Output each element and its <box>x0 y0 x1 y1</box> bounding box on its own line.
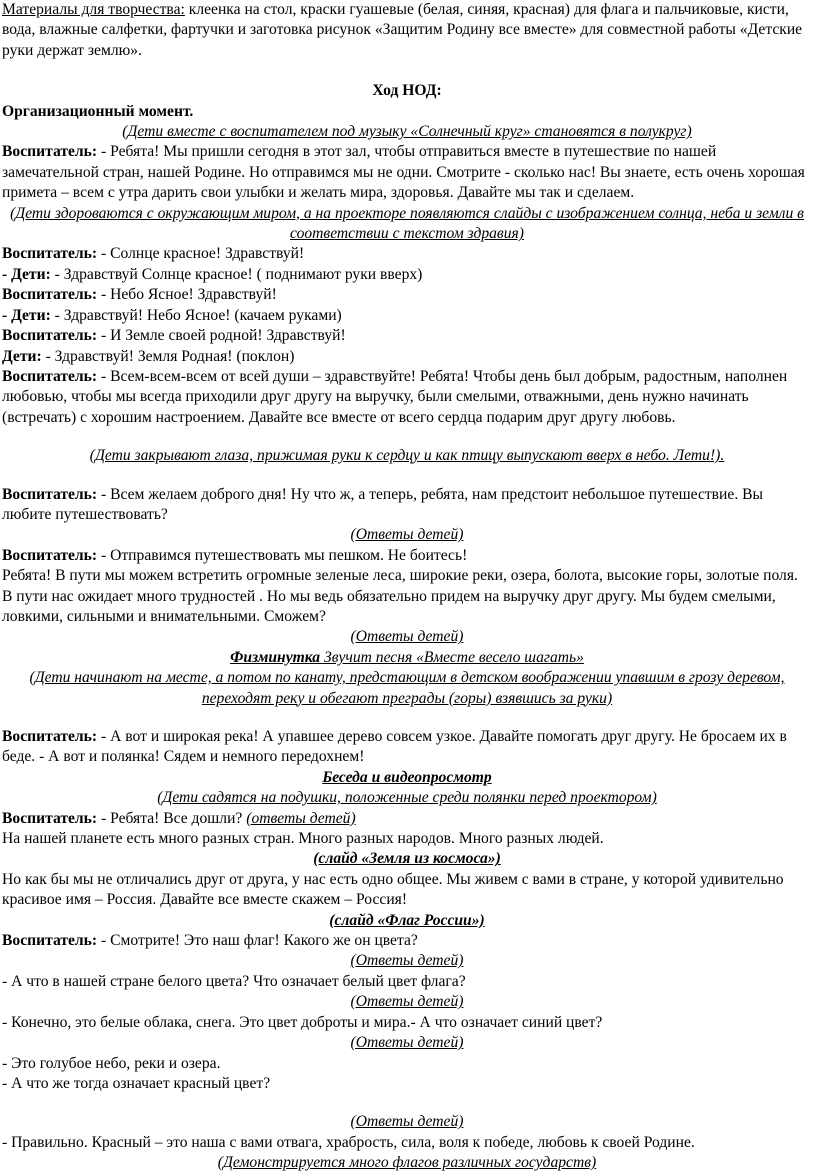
line-text: - Здравствуй Солнце красное! ( поднимают руки вверх) <box>50 265 423 283</box>
teacher-line <box>2 809 812 829</box>
stage-direction: (Ответы детей) <box>350 628 464 646</box>
stage-direction: (Ответы детей) <box>350 1034 464 1052</box>
stage-direction: (Дети закрывают глаза, прижимая руки к сердцу и как птицу выпускают вверх в небо. Лети!). <box>89 447 725 465</box>
stage-direction: (Дети садятся на подушки, положенные среди полянки перед проектором) <box>157 789 657 807</box>
line-text: - Смотрите! Это наш флаг! Какого же он цвета? <box>97 932 418 950</box>
speaker-teacher: Воспитатель: <box>2 367 98 385</box>
narrative-paragraph: - Это голубое небо, реки и озера. <box>2 1054 221 1072</box>
speaker-teacher: Воспитатель: <box>2 809 98 827</box>
stage-direction: (Ответы детей) <box>350 952 464 970</box>
stage-direction: (Дети начинают на месте, а потом по канату, предстающим в детском воображении упавшим в грозу деревом, переходят реку и обегают преграды (горы) взявшись за руки) <box>29 669 785 707</box>
speaker-teacher: Воспитатель: <box>2 546 98 564</box>
spacer <box>2 709 812 727</box>
materials-paragraph <box>2 0 812 61</box>
teacher-line <box>2 142 812 203</box>
slide-heading: (слайд «Земля из космоса») <box>313 850 501 868</box>
speaker-children: - Дети: <box>2 306 51 324</box>
spacer <box>2 61 812 81</box>
subsection-heading: Беседа и видеопросмотр <box>322 768 492 786</box>
spacer <box>2 428 812 446</box>
section-heading: Ход НОД: <box>372 82 442 100</box>
narrative-paragraph: Ребята! В пути мы можем встретить огромные зеленые леса, широкие реки, озера, болота, высокие горы, золотые поля. В пути нас ожидает много трудностей . Но мы ведь обязательно придем на выручку друг другу. Мы будем смелыми, ловкими, сильными и внимательными. Сможем? <box>2 567 798 625</box>
org-moment-heading: Организационный момент. <box>2 102 194 120</box>
line-text: - А вот и широкая река! А упавшее дерево совсем узкое. Давайте помогать друг другу. Не бросаем их в беде. - А вот и полянка! Сядем и немного передохнем! <box>2 728 787 766</box>
stage-direction: (Дети вместе с воспитателем под музыку «Солнечный круг» становятся в полукруг) <box>122 123 692 141</box>
line-text: - И Земле своей родной! Здравствуй! <box>97 327 346 345</box>
children-line <box>2 306 812 326</box>
narrative-paragraph: - А что в нашей стране белого цвета? Что означает белый цвет флага? <box>2 972 466 990</box>
teacher-line <box>2 244 812 264</box>
inline-stage-direction: (ответы детей) <box>246 809 356 827</box>
teacher-line <box>2 285 812 305</box>
fizminutka-line <box>2 648 812 668</box>
children-line <box>2 347 812 367</box>
speaker-children: - Дети: <box>2 265 51 283</box>
line-text: - Всем желаем доброго дня! Ну что ж, а теперь, ребята, нам предстоит небольшое путешествие. Вы любите путешествовать? <box>2 485 763 523</box>
teacher-line <box>2 931 812 951</box>
speaker-teacher: Воспитатель: <box>2 245 98 263</box>
narrative-paragraph: - Правильно. Красный – это наша с вами отвага, храбрость, сила, воля к победе, любовь к своей Родине. <box>2 1133 695 1151</box>
teacher-line <box>2 326 812 346</box>
narrative-paragraph: Но как бы мы не отличались друг от друга, у нас есть одно общее. Мы живем с вами в стране, у которой удивительно красивое имя – Россия. Давайте все вместе скажем – Россия! <box>2 870 784 909</box>
line-text: - Отправимся путешествовать мы пешком. Не боитесь! <box>97 546 468 564</box>
stage-direction: (Дети здороваются с окружающим миром, а на проекторе появляются слайды с изображением солнца, неба и земли в соответствии с текстом здравия) <box>10 204 804 243</box>
materials-label: Материалы для творчества: <box>2 1 185 18</box>
stage-direction: (Ответы детей) <box>350 526 464 544</box>
teacher-line <box>2 367 812 428</box>
stage-direction: (Демонстрируется много флагов различных государств) <box>217 1154 597 1172</box>
document-page <box>2 0 812 1174</box>
line-text: - Здравствуй! Небо Ясное! (качаем руками) <box>50 306 342 324</box>
speaker-teacher: Воспитатель: <box>2 286 98 304</box>
speaker-teacher: Воспитатель: <box>2 485 98 503</box>
line-text: - Небо Ясное! Здравствуй! <box>97 286 277 304</box>
teacher-line <box>2 546 812 566</box>
line-text: - Ребята! Все дошли? <box>97 809 247 827</box>
line-text: - Здравствуй! Земля Родная! (поклон) <box>41 347 295 365</box>
spacer <box>2 467 812 485</box>
children-line <box>2 265 812 285</box>
narrative-paragraph: - Конечно, это белые облака, снега. Это цвет доброты и мира.- А что означает синий цвет? <box>2 1013 603 1031</box>
line-text: - Солнце красное! Здравствуй! <box>97 245 305 263</box>
materials-text: клеенка на стол, краски гуашевые (белая, синяя, красная) для флага и пальчиковые, кисти, вода, влажные салфетки, фартучки и заготовка рисунок «Защитим Родину все вместе» для совместной работы «Детские руки держат землю». <box>2 1 803 59</box>
speaker-teacher: Воспитатель: <box>2 327 98 345</box>
stage-direction: (Ответы детей) <box>350 1113 464 1131</box>
speaker-children: Дети: <box>2 347 42 365</box>
teacher-line <box>2 727 812 768</box>
fizminutka-heading: Физминутка <box>230 648 321 666</box>
speaker-teacher: Воспитатель: <box>2 728 98 745</box>
stage-direction: (Ответы детей) <box>350 993 464 1011</box>
slide-heading: (слайд «Флаг России») <box>329 911 485 929</box>
spacer <box>2 1094 812 1112</box>
teacher-line <box>2 485 812 526</box>
song-note: Звучит песня «Вместе весело шагать» <box>320 648 584 666</box>
narrative-paragraph: - А что же тогда означает красный цвет? <box>2 1074 271 1092</box>
line-text: - Всем-всем-всем от всей души – здравствуйте! Ребята! Чтобы день был добрым, радостным, наполнен любовью, чтобы мы всегда приходили друг другу на выручку, были смелыми, отважными, день нужно начинать (встречать) с хорошим настроением. Давайте все вместе от всего сердца подарим друг другу любовь. <box>2 367 788 426</box>
narrative-paragraph: На нашей планете есть много разных стран. Много разных народов. Много разных людей. <box>2 830 604 848</box>
speaker-teacher: Воспитатель: <box>2 143 98 161</box>
line-text: - Ребята! Мы пришли сегодня в этот зал, чтобы отправиться вместе в путешествие по нашей замечательной стран, нашей Родине. Но отправимся мы не одни. Смотрите - сколько нас! Вы знаете, есть очень хорошая примета – всем с утра дарить свои улыбки и желать мира, здоровья. Давайте мы так и сделаем. <box>2 143 805 202</box>
speaker-teacher: Воспитатель: <box>2 932 98 950</box>
